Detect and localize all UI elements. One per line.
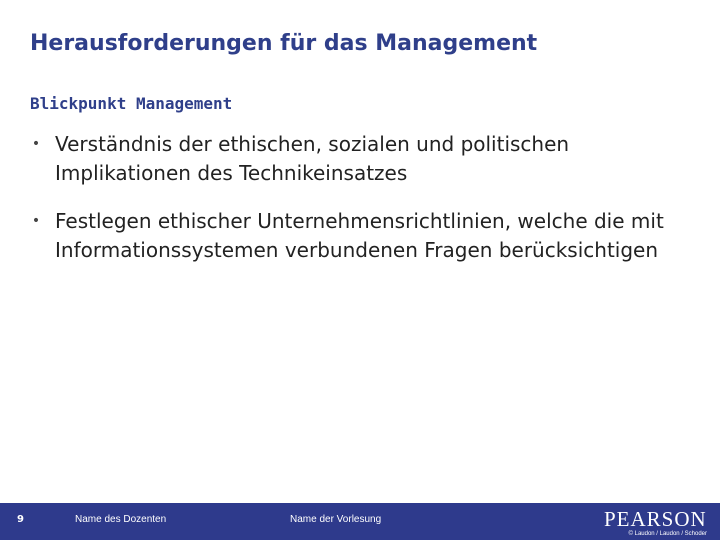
footer-bar [0,503,720,540]
bullet-text: Verständnis der ethischen, sozialen und politischen Implikationen des Technikeinsatzes [55,132,570,185]
page-number: 9 [17,514,24,525]
bullet-text: Festlegen ethischer Unternehmensrichtlinien, welche die mit Informationssystemen verbundenen Fragen berücksichtigen [55,209,664,262]
bullet-list [30,130,690,284]
bullet-marker: • [31,136,41,152]
copyright-text: © Laudon / Laudon / Schoder [628,531,707,537]
bullet-marker: • [31,213,41,229]
bullet-item [30,207,690,265]
slide-title: Herausforderungen für das Management [30,31,538,56]
slide-subtitle: Blickpunkt Management [30,94,233,113]
lecture-name: Name der Vorlesung [290,514,382,525]
bullet-item [30,130,690,188]
lecturer-name: Name des Dozenten [75,514,167,525]
publisher-logo: PEARSON [604,507,707,531]
